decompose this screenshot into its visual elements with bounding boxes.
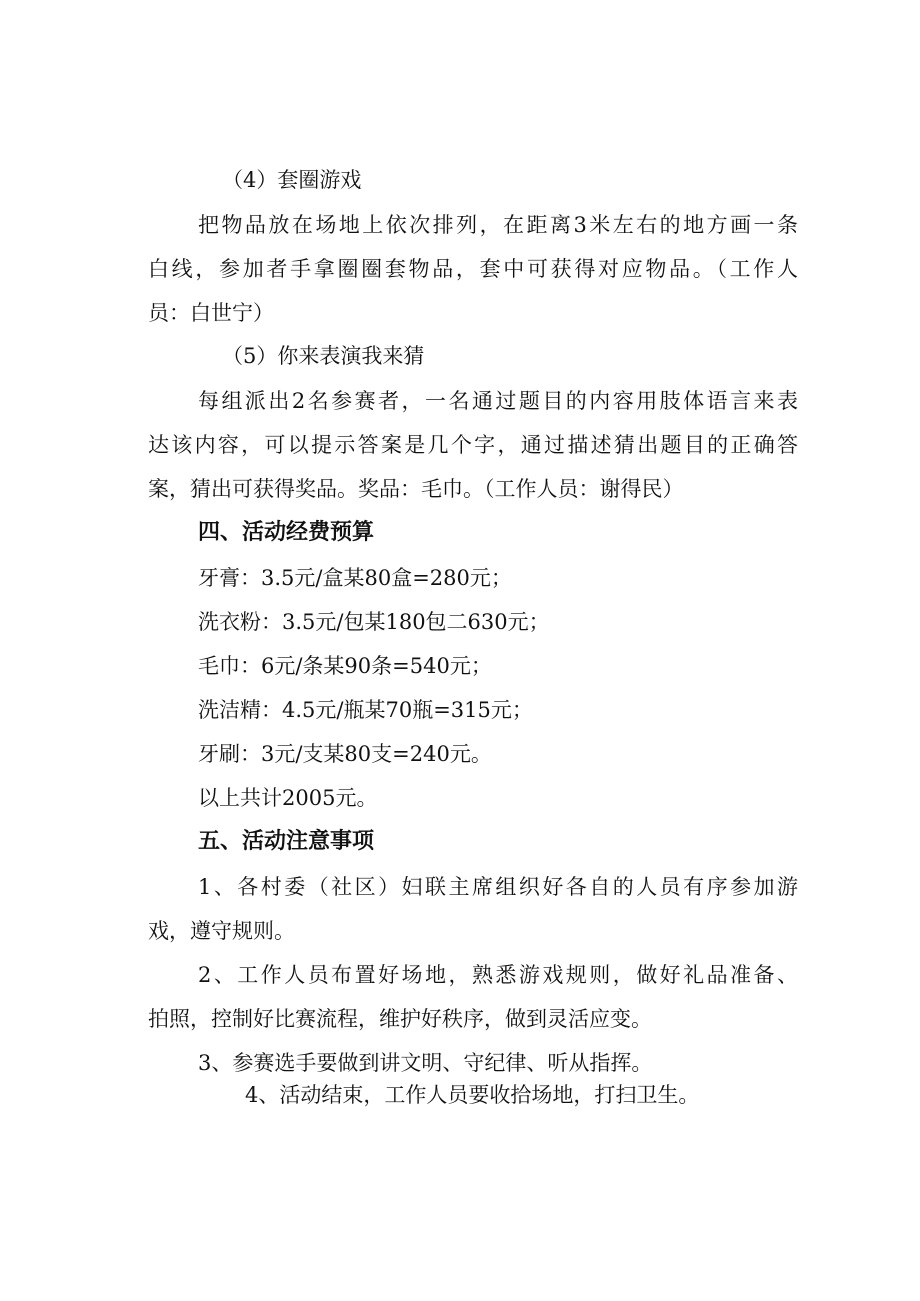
budget-item-toothpaste: 牙膏：3.5元/盒某80盒=280元； xyxy=(198,566,512,590)
game4-title: （4）套圈游戏 xyxy=(222,168,362,192)
game4-line-2: 白线，参加者手拿圈圈套物品，套中可获得对应物品。（工作人 xyxy=(148,257,798,281)
notes-item4: 4、活动结束，工作人员要收拾场地，打扫卫生。 xyxy=(245,1083,700,1107)
budget-item-detergent: 洗衣粉：3.5元/包某180包二630元； xyxy=(198,610,550,634)
game5-line-1: 每组派出2名参赛者，一名通过题目的内容用肢体语言来表 xyxy=(198,389,798,413)
notes-item1-line-1: 1、各村委（社区）妇联主席组织好各自的人员有序参加游 xyxy=(198,875,798,899)
budget-total: 以上共计2005元。 xyxy=(198,786,378,810)
game5-line-2: 达该内容，可以提示答案是几个字，通过描述猜出题目的正确答 xyxy=(148,433,798,457)
budget-item-dish-soap: 洗洁精：4.5元/瓶某70瓶=315元； xyxy=(198,698,533,722)
game4-line-3: 员：白世宁） xyxy=(148,301,274,325)
notes-item1-line-2: 戏，遵守规则。 xyxy=(148,919,295,943)
game4-line-1: 把物品放在场地上依次排列，在距离3米左右的地方画一条 xyxy=(198,213,798,237)
game5-title: （5）你来表演我来猜 xyxy=(222,344,425,368)
budget-item-towel: 毛巾：6元/条某90条=540元； xyxy=(198,654,492,678)
budget-item-toothbrush: 牙刷：3元/支某80支=240元。 xyxy=(198,742,492,766)
notes-item2-line-1: 2、工作人员布置好场地，熟悉游戏规则，做好礼品准备、 xyxy=(198,963,798,987)
notes-item2-line-2: 拍照，控制好比赛流程，维护好秩序，做到灵活应变。 xyxy=(148,1007,652,1031)
notes-heading: 五、活动注意事项 xyxy=(198,829,375,854)
game5-line-3: 案，猜出可获得奖品。奖品：毛巾。（工作人员：谢得民） xyxy=(148,477,684,501)
notes-item3: 3、参赛选手要做到讲文明、守纪律、听从指挥。 xyxy=(198,1051,653,1075)
budget-heading: 四、活动经费预算 xyxy=(198,520,375,545)
